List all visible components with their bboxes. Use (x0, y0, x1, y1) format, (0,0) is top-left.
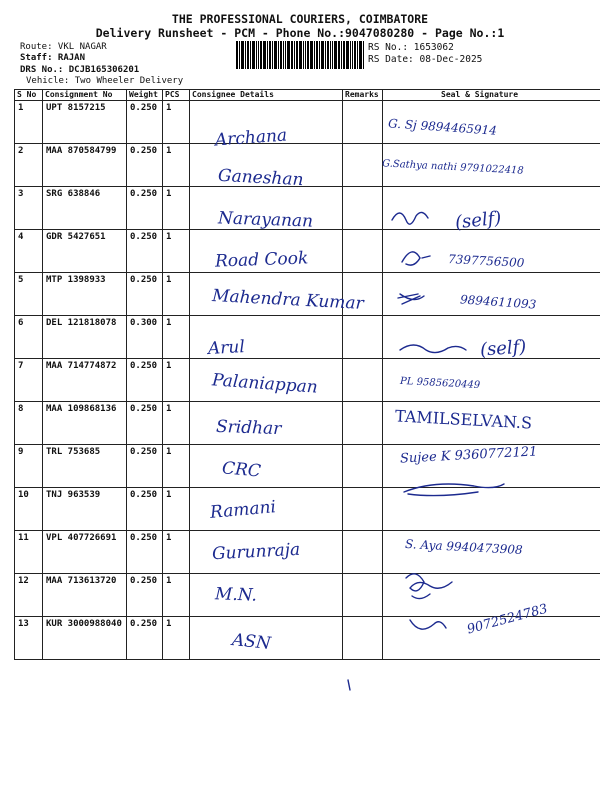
handwritten-signature: PL 9585620449 (399, 375, 481, 392)
handwritten-consignee: Palaniappan (211, 370, 319, 398)
weight-cell: 0.250 (127, 273, 163, 316)
consignment-cell: DEL 121818078 (43, 316, 127, 359)
remarks-cell (343, 531, 383, 574)
weight-cell: 0.250 (127, 488, 163, 531)
handwritten-signature: 9894611093 (459, 292, 537, 312)
weight-cell: 0.250 (127, 230, 163, 273)
runsheet-title: Delivery Runsheet - PCM - Phone No.:9047080280 - Page No.:1 (95, 26, 505, 40)
sno-cell: 4 (15, 230, 43, 273)
handwritten-consignee: Archana (214, 125, 288, 151)
consignment-cell: MAA 714774872 (43, 359, 127, 402)
sno-cell: 10 (15, 488, 43, 531)
table-row (15, 101, 600, 144)
remarks-cell (343, 445, 383, 488)
consignment-cell: GDR 5427651 (43, 230, 127, 273)
sno-cell: 6 (15, 316, 43, 359)
handwritten-signature: (self) (454, 207, 503, 234)
pcs-cell: 1 (163, 402, 190, 445)
weight-cell: 0.250 (127, 617, 163, 660)
consignment-cell: MTP 1398933 (43, 273, 127, 316)
handwritten-consignee: Road Cook (214, 248, 309, 272)
consignment-cell: MAA 109868136 (43, 402, 127, 445)
remarks-cell (343, 101, 383, 144)
remarks-cell (343, 144, 383, 187)
col-consignee: Consignee Details (190, 90, 343, 101)
pcs-cell: 1 (163, 230, 190, 273)
handwritten-signature: G.Sathya nathi 9791022418 (381, 158, 524, 177)
consignment-cell: MAA 713613720 (43, 574, 127, 617)
col-seal-signature: Seal & Signature (383, 90, 600, 101)
col-consignment-no: Consignment No (43, 90, 127, 101)
handwritten-signature: G. Sj 9894465914 (387, 116, 498, 138)
consignee-cell (190, 574, 343, 617)
rs-date: RS Date: 08-Dec-2025 (368, 54, 483, 65)
remarks-cell (343, 187, 383, 230)
table-row (15, 488, 600, 531)
consignment-cell: TNJ 963539 (43, 488, 127, 531)
pcs-cell: 1 (163, 445, 190, 488)
consignment-cell: UPT 8157215 (43, 101, 127, 144)
seal-cell (383, 488, 600, 531)
handwritten-consignee: Narayanan (217, 208, 314, 232)
handwritten-consignee: Mahendra Kumar (211, 286, 365, 314)
sno-cell: 1 (15, 101, 43, 144)
sno-cell: 11 (15, 531, 43, 574)
sno-cell: 9 (15, 445, 43, 488)
handwritten-signature: S. Aya 9940473908 (404, 536, 523, 558)
sno-cell: 2 (15, 144, 43, 187)
route-label: Route: VKL NAGAR (20, 42, 107, 52)
remarks-cell (343, 617, 383, 660)
col-remarks: Remarks (343, 90, 383, 101)
pcs-cell: 1 (163, 273, 190, 316)
weight-cell: 0.250 (127, 402, 163, 445)
sno-cell: 3 (15, 187, 43, 230)
sno-cell: 8 (15, 402, 43, 445)
pcs-cell: 1 (163, 617, 190, 660)
weight-cell: 0.250 (127, 445, 163, 488)
weight-cell: 0.250 (127, 144, 163, 187)
remarks-cell (343, 402, 383, 445)
handwritten-signature: 7397756500 (447, 252, 525, 270)
handwritten-consignee: Sridhar (215, 416, 282, 440)
handwritten-consignee: Gurunraja (211, 539, 301, 565)
seal-cell (383, 574, 600, 617)
handwritten-signature: Sujee K 9360772121 (399, 444, 538, 467)
staff-label: Staff: RAJAN (20, 53, 86, 63)
consignment-cell: KUR 3000988040 (43, 617, 127, 660)
weight-cell: 0.250 (127, 101, 163, 144)
col-weight: Weight (127, 90, 163, 101)
col-pcs: PCS (163, 90, 190, 101)
remarks-cell (343, 574, 383, 617)
pcs-cell: 1 (163, 531, 190, 574)
stray-mark (348, 680, 350, 690)
consignment-cell: MAA 870584799 (43, 144, 127, 187)
sno-cell: 13 (15, 617, 43, 660)
remarks-cell (343, 488, 383, 531)
consignment-cell: SRG 638846 (43, 187, 127, 230)
handwritten-consignee: ASN (231, 630, 272, 654)
handwritten-signature: TAMILSELVAN.S (394, 406, 533, 433)
weight-cell: 0.250 (127, 359, 163, 402)
col-sno: S No (15, 90, 43, 101)
pcs-cell: 1 (163, 574, 190, 617)
vehicle-label: Vehicle: Two Wheeler Delivery (26, 76, 184, 86)
consignment-cell: TRL 753685 (43, 445, 127, 488)
pcs-cell: 1 (163, 316, 190, 359)
weight-cell: 0.250 (127, 187, 163, 230)
handwritten-signature: (self) (479, 336, 528, 361)
handwritten-consignee: M.N. (214, 584, 258, 606)
sno-cell: 12 (15, 574, 43, 617)
pcs-cell: 1 (163, 359, 190, 402)
sno-cell: 5 (15, 273, 43, 316)
rs-number: RS No.: 1653062 (368, 42, 454, 53)
handwritten-consignee: Ramani (209, 497, 277, 523)
remarks-cell (343, 316, 383, 359)
sno-cell: 7 (15, 359, 43, 402)
handwritten-signature: 9072524783 (465, 601, 550, 638)
remarks-cell (343, 230, 383, 273)
consignment-cell: VPL 407726691 (43, 531, 127, 574)
consignee-cell (190, 445, 343, 488)
handwritten-consignee: CRC (221, 458, 262, 482)
pcs-cell: 1 (163, 101, 190, 144)
pcs-cell: 1 (163, 488, 190, 531)
company-title: THE PROFESSIONAL COURIERS, COIMBATORE (171, 12, 429, 26)
pcs-cell: 1 (163, 144, 190, 187)
drs-number: DRS No.: DCJB165306201 (20, 65, 140, 75)
table-header-row (15, 90, 600, 101)
barcode-image (236, 41, 364, 69)
weight-cell: 0.300 (127, 316, 163, 359)
handwritten-consignee: Ganeshan (217, 165, 304, 191)
remarks-cell (343, 359, 383, 402)
pcs-cell: 1 (163, 187, 190, 230)
handwritten-consignee: Arul (207, 337, 246, 359)
weight-cell: 0.250 (127, 531, 163, 574)
weight-cell: 0.250 (127, 574, 163, 617)
